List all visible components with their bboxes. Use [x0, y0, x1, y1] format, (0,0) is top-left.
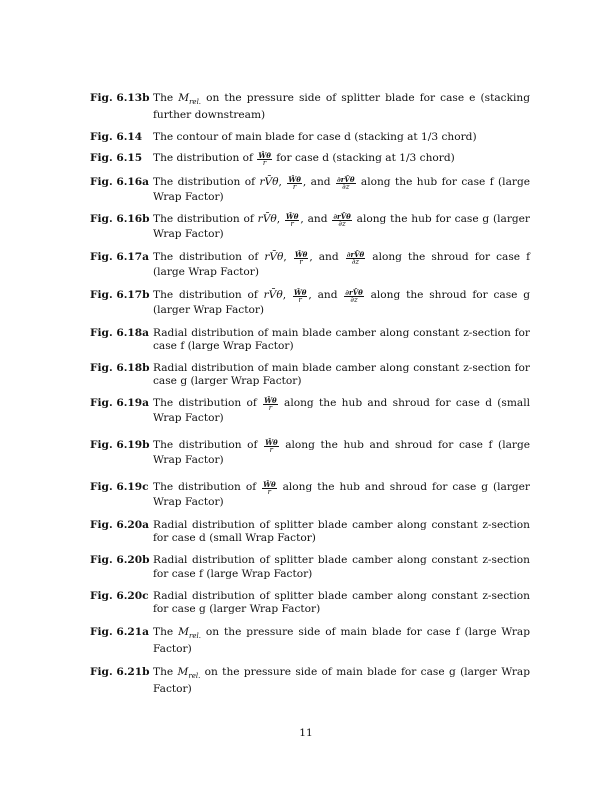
figure-description — [153, 92, 530, 123]
swirl-velocity-symbol: rV̄θ — [259, 175, 279, 188]
figure-label: Fig. 6.17a — [90, 251, 149, 264]
text-run: for case d (stacking at 1/3 chord) — [272, 151, 455, 164]
figure-label: Fig. 6.21a — [90, 626, 149, 639]
text-run: along the hub for case f (large Wrap Factor) — [153, 175, 530, 203]
fraction-numerator: W̄θ — [294, 250, 308, 260]
fraction-denominator: r — [268, 404, 273, 413]
figure-description — [153, 176, 530, 204]
figure-entry — [90, 131, 530, 144]
figure-label: Fig. 6.20c — [90, 589, 149, 602]
text-run: The distribution of — [153, 438, 264, 451]
text-run: The contour of main blade for case d (stacking at 1/3 chord) — [153, 130, 477, 143]
mach-relative-symbol — [178, 666, 201, 678]
fraction — [344, 289, 364, 304]
fraction — [346, 251, 366, 266]
figure-entry — [90, 152, 530, 167]
text-run: on the pressure side of main blade for case g (larger Wrap Factor) — [153, 665, 530, 695]
fraction — [287, 176, 302, 191]
text-run: The distribution of — [153, 397, 263, 410]
figure-entry — [90, 92, 530, 123]
figure-label: Fig. 6.20a — [90, 518, 149, 531]
figure-entry — [90, 327, 530, 353]
mach-relative-symbol — [178, 92, 202, 107]
figure-label: Fig. 6.18a — [90, 326, 149, 339]
fraction-denominator: r — [262, 158, 267, 167]
figure-label: Fig. 6.17b — [90, 289, 150, 302]
fraction-denominator: ∂z — [338, 219, 346, 228]
figure-description — [153, 131, 530, 144]
figure-label: Fig. 6.21b — [90, 665, 150, 678]
fraction — [262, 481, 277, 496]
figure-description — [153, 327, 530, 353]
figure-entry — [90, 176, 530, 204]
mach-symbol: M — [177, 665, 189, 678]
fraction-denominator: ∂z — [351, 258, 360, 267]
figure-description — [153, 397, 530, 425]
figure-description — [153, 152, 530, 167]
text-run: , and — [302, 175, 335, 188]
text-run: along the hub and shroud for case d (small Wrap Factor) — [153, 397, 531, 425]
swirl-velocity-symbol: rV̄θ — [263, 289, 283, 302]
fraction — [332, 213, 352, 228]
mach-subscript: rel. — [189, 98, 202, 107]
text-run: Radial distribution of splitter blade camber along constant z-section for case d (small Wrap Factor) — [153, 518, 530, 545]
figure-entry — [90, 397, 530, 425]
fraction-denominator: r — [298, 296, 302, 305]
figure-label: Fig. 6.15 — [90, 151, 143, 164]
swirl-velocity-symbol: rV̄θ — [264, 251, 284, 264]
text-run: , — [282, 289, 292, 302]
figure-entry — [90, 519, 530, 545]
text-run: Radial distribution of splitter blade camber along constant z-section for case g (larger Wrap Factor) — [153, 589, 530, 615]
fraction-denominator: ∂z — [342, 182, 350, 191]
swirl-velocity-symbol: rV̄θ — [257, 212, 277, 225]
mach-subscript: rel. — [188, 632, 201, 641]
fraction — [294, 251, 309, 266]
figure-description — [153, 519, 530, 545]
figure-entry — [90, 626, 530, 657]
text-run: along the hub and shroud for case f (large Wrap Factor) — [153, 438, 531, 466]
figure-label: Fig. 6.16a — [90, 175, 149, 188]
figure-entry — [90, 439, 530, 467]
figure-entry — [90, 362, 530, 388]
fraction-denominator: r — [290, 219, 294, 228]
fraction — [285, 213, 300, 228]
text-run: The — [153, 665, 178, 678]
figure-label: Fig. 6.19a — [90, 397, 149, 410]
fraction-numerator: ∂rV̄θ — [346, 250, 365, 260]
figure-entry — [90, 481, 530, 509]
fraction-numerator: W̄θ — [258, 150, 271, 160]
fraction-denominator: r — [267, 487, 272, 496]
figure-entry — [90, 590, 530, 616]
figure-entry — [90, 251, 530, 279]
mach-symbol: M — [178, 626, 189, 639]
text-run: , — [283, 251, 293, 264]
fraction — [263, 397, 278, 412]
mach-subscript: rel. — [188, 671, 201, 680]
figure-description — [153, 251, 530, 279]
figure-label: Fig. 6.19b — [90, 438, 150, 451]
fraction-numerator: ∂rV̄θ — [336, 174, 355, 184]
figure-label: Fig. 6.13b — [90, 92, 150, 104]
fraction — [336, 176, 356, 191]
text-run: , and — [308, 289, 344, 302]
figure-description — [153, 590, 530, 616]
fraction — [264, 439, 279, 454]
figure-label: Fig. 6.20b — [90, 554, 150, 567]
text-run: The distribution of — [153, 480, 262, 493]
fraction-numerator: W̄θ — [263, 479, 276, 489]
mach-symbol: M — [178, 92, 190, 104]
fraction-denominator: r — [299, 258, 303, 267]
figure-entry — [90, 289, 530, 317]
fraction-denominator: ∂z — [350, 296, 358, 305]
fraction-denominator: r — [292, 182, 297, 191]
text-run: The distribution of — [153, 212, 258, 225]
figure-label: Fig. 6.16b — [90, 212, 150, 225]
fraction-numerator: W̄θ — [293, 288, 307, 298]
figure-label: Fig. 6.19c — [90, 480, 149, 493]
fraction-numerator: W̄θ — [264, 396, 277, 406]
text-run: , — [278, 175, 287, 188]
figure-label: Fig. 6.18b — [90, 361, 150, 374]
text-run: Radial distribution of main blade camber along constant z-section for case f (large Wrap Factor) — [153, 326, 530, 352]
fraction-numerator: ∂rV̄θ — [333, 211, 351, 221]
figure-description — [153, 289, 530, 317]
fraction — [293, 289, 308, 304]
figure-entry — [90, 213, 530, 241]
mach-relative-symbol — [178, 626, 201, 641]
text-run: along the hub and shroud for case g (larger Wrap Factor) — [153, 480, 530, 508]
figure-description — [153, 439, 530, 467]
text-run: , — [276, 212, 284, 225]
figure-description — [153, 626, 530, 657]
figure-entry — [90, 666, 530, 697]
text-run: on the pressure side of main blade for case f (large Wrap Factor) — [153, 626, 530, 656]
text-run: The distribution of — [153, 289, 264, 302]
text-run: Radial distribution of main blade camber along constant z-section for case g (larger Wrap Factor) — [153, 361, 530, 388]
figure-description — [153, 666, 530, 697]
figure-description — [153, 362, 530, 388]
fraction-numerator: ∂rV̄θ — [345, 288, 363, 298]
text-run: The distribution of — [153, 251, 265, 264]
text-run: The — [153, 626, 179, 639]
text-run: , and — [309, 251, 345, 264]
text-run: The distribution of — [153, 175, 260, 188]
fraction — [257, 152, 272, 167]
text-run: Radial distribution of splitter blade camber along constant z-section for case f (large Wrap Factor) — [153, 554, 530, 580]
figure-list — [90, 92, 530, 696]
figure-label: Fig. 6.14 — [90, 130, 143, 143]
figure-description — [153, 554, 530, 580]
text-run: on the pressure side of splitter blade for case e (stacking further downstream) — [153, 92, 530, 122]
text-run: along the hub for case g (larger Wrap Factor) — [153, 212, 530, 240]
page-number: 11 — [299, 727, 313, 739]
figure-description — [153, 481, 530, 509]
text-run: , and — [300, 212, 332, 225]
figure-description — [153, 213, 530, 241]
text-run: along the shroud for case g (larger Wrap Factor) — [153, 289, 530, 317]
text-run: The distribution of — [153, 151, 257, 164]
text-run: The — [153, 92, 179, 104]
fraction-numerator: W̄θ — [288, 174, 301, 184]
fraction-numerator: W̄θ — [265, 437, 278, 447]
fraction-numerator: W̄θ — [285, 211, 299, 221]
figure-entry — [90, 554, 530, 580]
fraction-denominator: r — [269, 445, 274, 454]
text-run: along the shroud for case f (large Wrap Factor) — [153, 251, 530, 279]
